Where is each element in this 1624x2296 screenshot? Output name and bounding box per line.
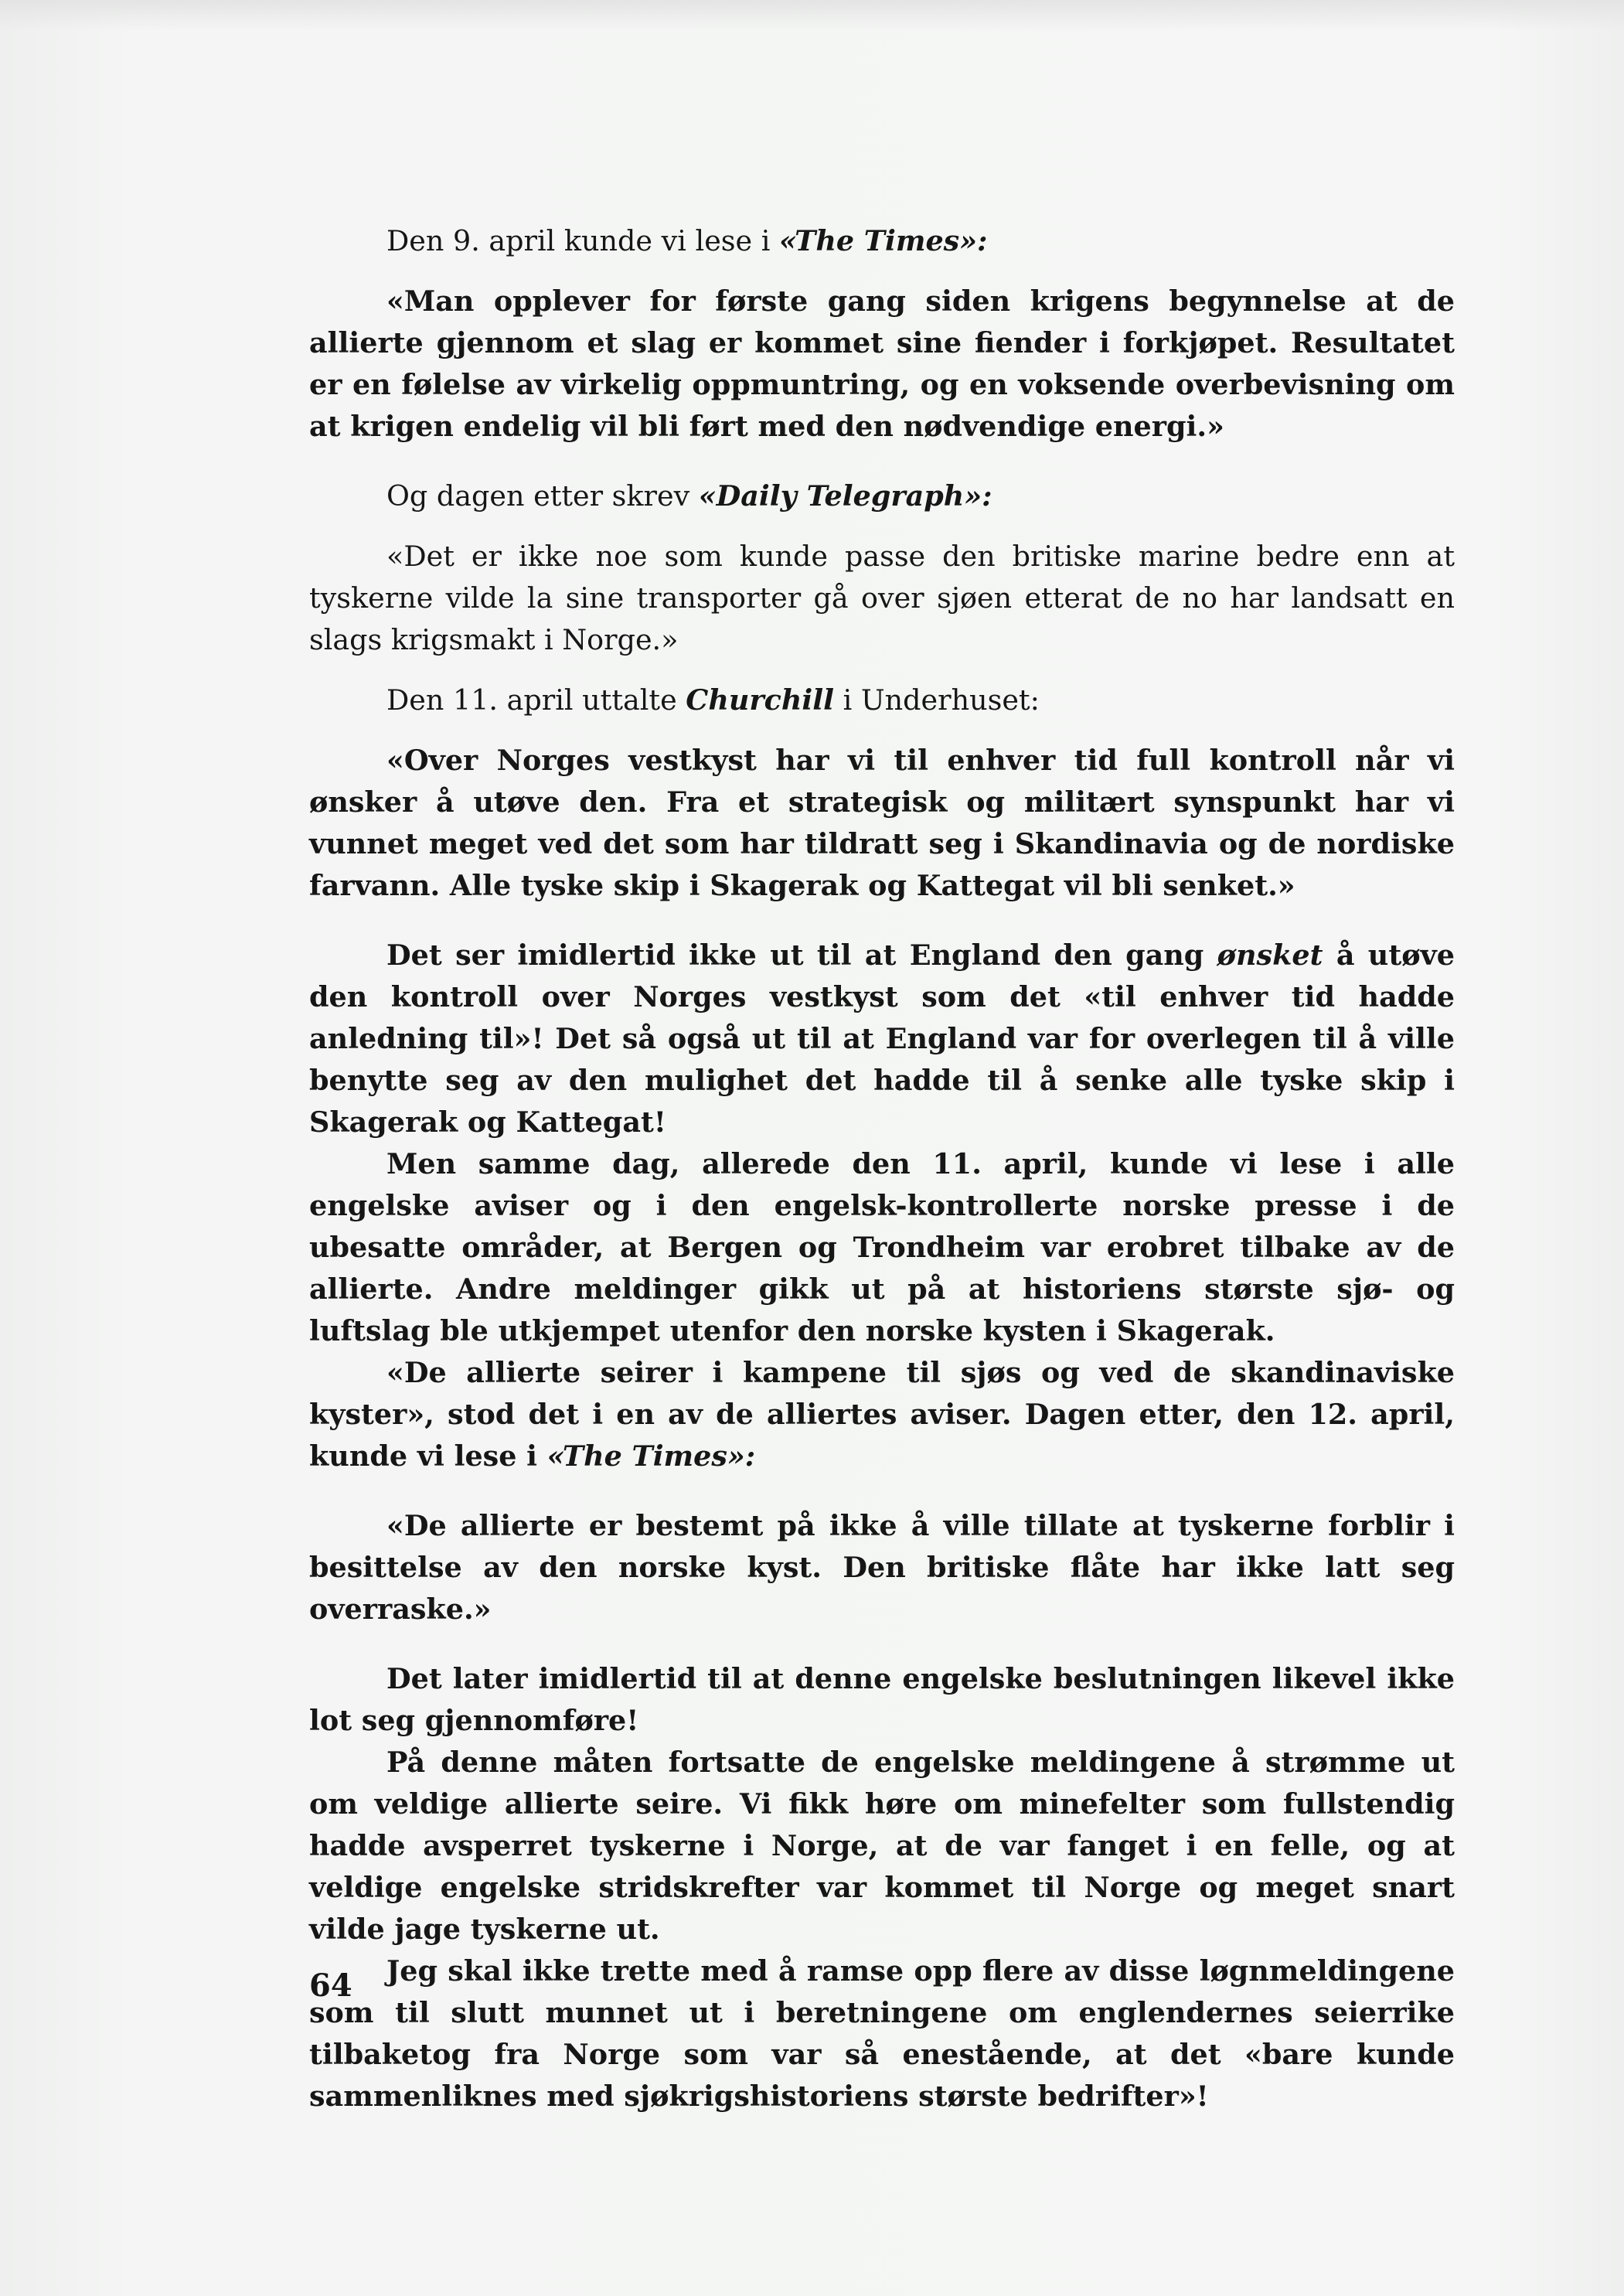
- emphasis-onsket: ønsket: [1217, 938, 1323, 972]
- paragraph-7-start: Det ser imidlertid ikke ut til at England den gang: [386, 938, 1217, 972]
- paragraph-3-intro: Og dagen etter skrev: [386, 479, 699, 513]
- paragraph-13: Jeg skal ikke trette med å ramse opp flere av disse løgnmeldingene som til slutt munnet ut i beretningene om englendernes seierrike tilbaketog fra Norge som var så enestående, at det «bare kunde sammenliknes med sjøkrigshistoriens største bedrifter»!: [309, 1954, 1455, 2113]
- paragraph-12: På denne måten fortsatte de engelske meldingene å strømme ut om veldige allierte seire. Vi fikk høre om minefelter som fullstendig hadde avsperret tyskerne i Norge, at de var fanget i en felle, og at veldige engelske stridskrefter var kommet til Norge og meget snart vilde jage tyskerne ut.: [309, 1746, 1455, 1946]
- page-number: 64: [309, 1967, 352, 2004]
- paragraph-5-intro: Den 11. april uttalte: [386, 683, 686, 717]
- source-the-times: «The Times»:: [779, 224, 988, 257]
- paragraph-9-text: «De allierte seirer i kampene til sjøs og ved de skandinaviske kyster», stod det i en av de alliertes aviser. Dagen etter, den 12. april, kunde vi lese i: [309, 1356, 1455, 1473]
- scan-shadow: [0, 0, 1624, 31]
- quote-times-1: «Man opplever for første gang siden krigens begynnelse at de allierte gjennom et slag er kommet sine fiender i forkjøpet. Resultatet er en følelse av virkelig oppmuntring, og en voksende overbevisning om at krigen endelig vil bli ført med den nødvendige energi.»: [309, 284, 1455, 443]
- quote-churchill: «Over Norges vestkyst har vi til enhver tid full kontroll når vi ønsker å utøve den. Fra et strategisk og militært synspunkt har vi vunnet meget ved det som har tildratt seg i Skandinavia og de nordiske farvann. Alle tyske skip i Skagerak og Kattegat vil bli senket.»: [309, 744, 1455, 902]
- paragraph-7-end: å utøve den kontroll over Norges vestkyst som det «til enhver tid hadde anledning til»! Det så også ut til at England var for overlegen til å ville benytte seg av den mulighet det hadde til å senke alle tyske skip i Skagerak og Kattegat!: [309, 938, 1455, 1139]
- paragraph-3: [309, 475, 1455, 517]
- source-the-times-2: «The Times»:: [546, 1439, 756, 1473]
- quote-daily-telegraph: «Det er ikke noe som kunde passe den britiske marine bedre enn at tyskerne vilde la sine transporter gå over sjøen etterat de no har landsatt en slags krigsmakt i Norge.»: [309, 540, 1455, 656]
- quote-times-2: «De allierte er bestemt på ikke å ville tillate at tyskerne forblir i besittelse av den norske kyst. Den britiske flåte har ikke latt seg overraske.»: [309, 1509, 1455, 1626]
- paragraph-7: [309, 935, 1455, 1143]
- paragraph-5: [309, 680, 1455, 721]
- paragraph-11: Det later imidlertid til at denne engelske beslutningen likevel ikke lot seg gjennomføre!: [309, 1662, 1455, 1737]
- paragraph-1-intro: Den 9. april kunde vi lese i: [386, 224, 780, 257]
- paragraph-5-outro: i Underhuset:: [834, 683, 1040, 717]
- paragraph-9: [309, 1352, 1455, 1477]
- page-body: [309, 220, 1455, 2117]
- paragraph-8: Men samme dag, allerede den 11. april, kunde vi lese i alle engelske aviser og i den engelsk-kontrollerte norske presse i de ubesatte områder, at Bergen og Trondheim var erobret tilbake av de allierte. Andre meldinger gikk ut på at historiens største sjø- og luftslag ble utkjempet utenfor den norske kysten i Skagerak.: [309, 1147, 1455, 1347]
- source-daily-telegraph: «Daily Telegraph»:: [698, 479, 992, 513]
- name-churchill: Churchill: [686, 683, 835, 717]
- paragraph-1: [309, 220, 1455, 262]
